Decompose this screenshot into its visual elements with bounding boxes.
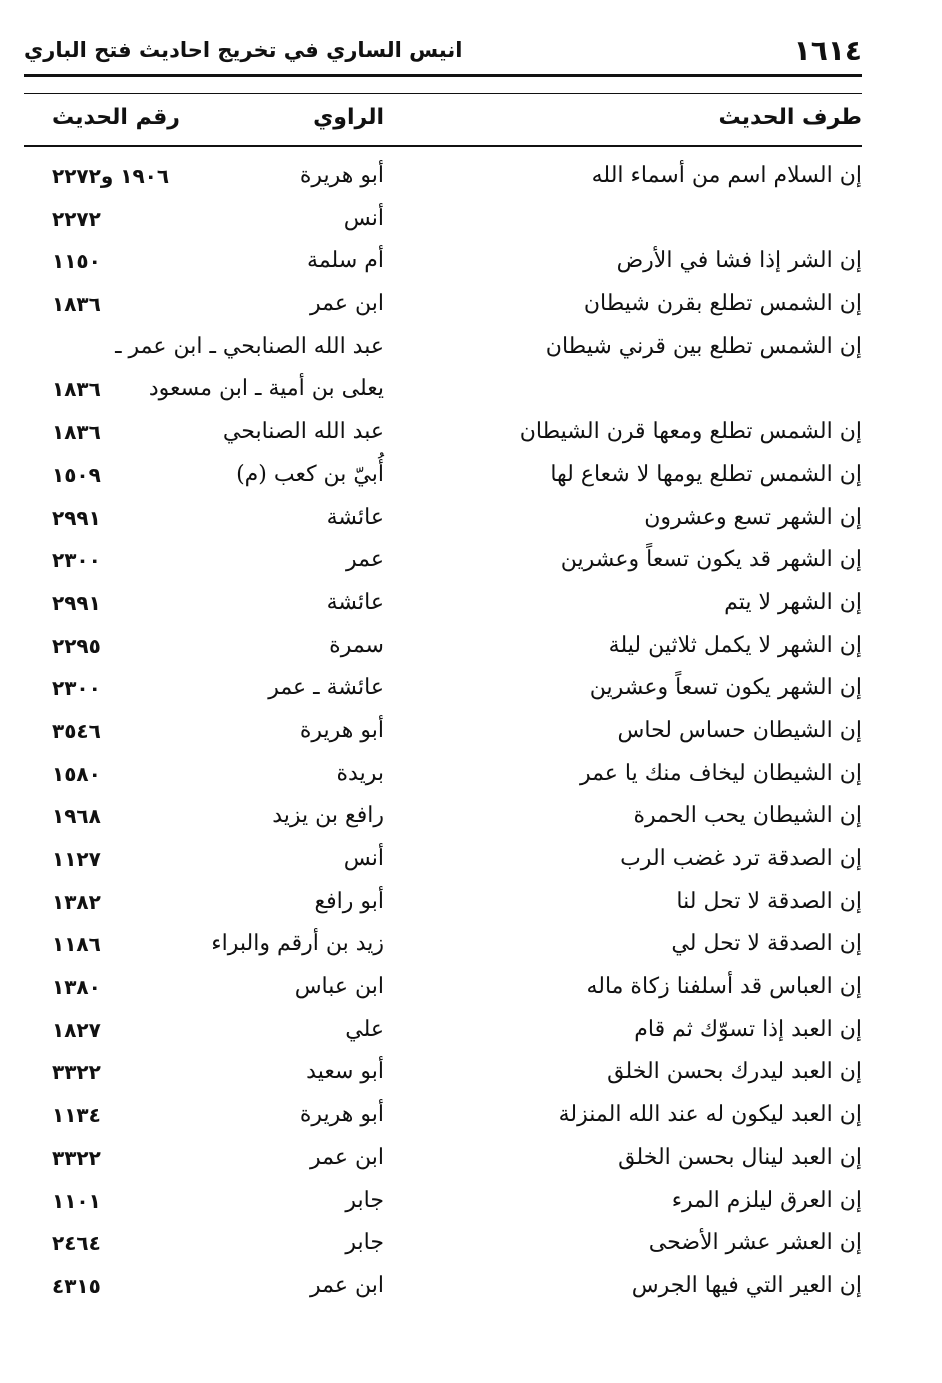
table-row: [0, 1265, 942, 1308]
book-title: انيس الساري في تخريج احاديث فتح الباري: [24, 38, 463, 62]
header-rule-thin: [24, 93, 862, 94]
hadith-number: ١١٨٦: [52, 932, 101, 957]
table-row: [0, 838, 942, 881]
hadith-text: إن الصدقة لا تحل لنا: [676, 888, 862, 914]
table-row: [0, 1094, 942, 1137]
hadith-index-table: [0, 155, 942, 1308]
narrator-name: أنس: [343, 205, 384, 231]
narrator-name: علي: [345, 1016, 384, 1042]
hadith-text: إن الصدقة ترد غضب الرب: [620, 846, 862, 871]
table-row: [0, 1180, 942, 1223]
table-row: [0, 753, 942, 796]
narrator-name: أم سلمة: [307, 248, 384, 274]
hadith-number: ١٣٨٠: [52, 975, 101, 1000]
narrator-name: جابر: [345, 1230, 384, 1256]
table-row: [0, 1009, 942, 1052]
hadith-text: إن الشمس تطلع ومعها قرن الشيطان: [519, 419, 862, 445]
narrator-name: ابن عمر: [310, 1272, 384, 1298]
hadith-number: ٢٣٠٠: [52, 676, 101, 701]
narrator-name: يعلى بن أمية ـ ابن مسعود: [148, 376, 384, 402]
column-header-hadith: طرف الحديث: [718, 105, 862, 130]
narrator-name: بريدة: [336, 760, 384, 786]
hadith-number: ٢٢٩٥: [52, 633, 101, 658]
hadith-number: ١٨٣٦: [52, 292, 101, 317]
hadith-number: ١٩٠٦ و٢٢٧٢: [52, 164, 170, 188]
table-row: [0, 923, 942, 966]
table-row: [0, 539, 942, 582]
column-header-narrator: الراوي: [313, 105, 384, 130]
hadith-number: ١٥٠٩: [52, 462, 101, 487]
hadith-number: ١٨٣٦: [52, 377, 101, 402]
table-row: [0, 667, 942, 710]
narrator-name: أبو رافع: [314, 888, 384, 914]
column-header-number: رقم الحديث: [52, 105, 180, 130]
table-row: [0, 582, 942, 625]
hadith-number: ١١٠١: [52, 1188, 101, 1213]
hadith-number: ١٣٨٢: [52, 889, 101, 914]
hadith-number: ٢٣٠٠: [52, 548, 101, 573]
table-row: [0, 198, 942, 241]
table-row: [0, 368, 942, 411]
hadith-text: إن الشهر لا يتم: [724, 589, 862, 615]
hadith-number: ٢٩٩١: [52, 505, 101, 530]
table-row: [0, 966, 942, 1009]
page-number: ١٦١٤: [793, 34, 862, 67]
table-row: [0, 1222, 942, 1265]
hadith-text: إن العبد إذا تسوّك ثم قام: [634, 1016, 862, 1042]
hadith-number: ١١٢٧: [52, 847, 101, 871]
table-row: [0, 625, 942, 668]
table-row: [0, 454, 942, 497]
hadith-text: إن الشهر قد يكون تسعاً وعشرين: [560, 547, 862, 573]
hadith-number: ٢٩٩١: [52, 590, 101, 615]
hadith-number: ١٩٦٨: [52, 804, 101, 829]
hadith-number: ٤٣١٥: [52, 1273, 101, 1298]
narrator-name: زيد بن أرقم والبراء: [211, 931, 384, 957]
narrator-name: أنس: [343, 846, 384, 871]
narrator-name: عبد الله الصنابحي ـ ابن عمر ـ: [115, 333, 384, 359]
narrator-name: عبد الله الصنابحي: [222, 419, 384, 445]
hadith-text: إن الصدقة لا تحل لي: [671, 931, 862, 957]
hadith-text: إن السلام اسم من أسماء الله: [591, 163, 862, 188]
narrator-name: عائشة: [326, 589, 384, 615]
hadith-text: إن الشهر تسع وعشرون: [644, 504, 862, 530]
narrator-name: ابن عمر: [310, 1144, 384, 1170]
narrator-name: أبو هريرة: [299, 1102, 384, 1128]
hadith-number: ٣٥٤٦: [52, 718, 101, 743]
hadith-text: إن الشمس تطلع بين قرني شيطان: [545, 333, 862, 359]
hadith-number: ٢٢٧٢: [52, 206, 101, 231]
table-row: [0, 1051, 942, 1094]
hadith-text: إن الشهر يكون تسعاً وعشرين: [589, 675, 862, 701]
header-rule-thick: [24, 74, 862, 77]
table-row: [0, 240, 942, 283]
hadith-text: إن العير التي فيها الجرس: [631, 1272, 862, 1298]
table-row: [0, 155, 942, 198]
narrator-name: أبو هريرة: [299, 163, 384, 188]
hadith-text: إن الشيطان يحب الحمرة: [633, 803, 862, 829]
narrator-name: أُبيّ بن كعب (م): [236, 461, 384, 487]
column-header-rule: [24, 145, 862, 147]
hadith-text: إن الشيطان ليخاف منك يا عمر: [579, 760, 862, 786]
narrator-name: رافع بن يزيد: [272, 803, 384, 829]
hadith-text: إن الشمس تطلع بقرن شيطان: [583, 291, 862, 317]
narrator-name: عائشة ـ عمر: [268, 675, 384, 701]
hadith-number: ١٨٢٧: [52, 1017, 101, 1042]
hadith-text: إن الشر إذا فشا في الأرض: [616, 248, 862, 274]
hadith-text: إن العبد ليكون له عند الله المنزلة: [558, 1102, 862, 1128]
hadith-text: إن العبد لينال بحسن الخلق: [618, 1144, 862, 1170]
hadith-text: إن الشهر لا يكمل ثلاثين ليلة: [608, 632, 862, 658]
hadith-text: إن العرق ليلزم المرء: [671, 1187, 862, 1213]
hadith-text: إن العباس قد أسلفنا زكاة ماله: [586, 974, 862, 1000]
page-header: [24, 30, 862, 78]
table-row: [0, 795, 942, 838]
hadith-number: ٣٣٢٢: [52, 1145, 101, 1170]
hadith-text: إن الشيطان حساس لحاس: [617, 717, 862, 743]
table-row: [0, 1137, 942, 1180]
hadith-number: ١٥٨٠: [52, 761, 101, 786]
table-row: [0, 411, 942, 454]
narrator-name: عائشة: [326, 504, 384, 530]
table-row: [0, 326, 942, 369]
table-row: [0, 881, 942, 924]
narrator-name: أبو هريرة: [299, 717, 384, 743]
narrator-name: عمر: [346, 547, 384, 573]
hadith-text: إن العبد ليدرك بحسن الخلق: [607, 1059, 862, 1085]
hadith-number: ١١٥٠: [52, 249, 101, 274]
table-row: [0, 710, 942, 753]
hadith-number: ١١٣٤: [52, 1103, 101, 1128]
narrator-name: أبو سعيد: [306, 1059, 384, 1085]
narrator-name: سمرة: [329, 632, 384, 658]
hadith-text: إن الشمس تطلع يومها لا شعاع لها: [550, 461, 862, 487]
hadith-number: ١٨٣٦: [52, 420, 101, 445]
hadith-number: ٢٤٦٤: [52, 1231, 101, 1256]
narrator-name: ابن عمر: [310, 291, 384, 317]
hadith-number: ٣٣٢٢: [52, 1060, 101, 1085]
narrator-name: جابر: [345, 1187, 384, 1213]
table-row: [0, 283, 942, 326]
table-row: [0, 497, 942, 540]
narrator-name: ابن عباس: [294, 974, 384, 1000]
hadith-text: إن العشر عشر الأضحى: [648, 1230, 862, 1256]
